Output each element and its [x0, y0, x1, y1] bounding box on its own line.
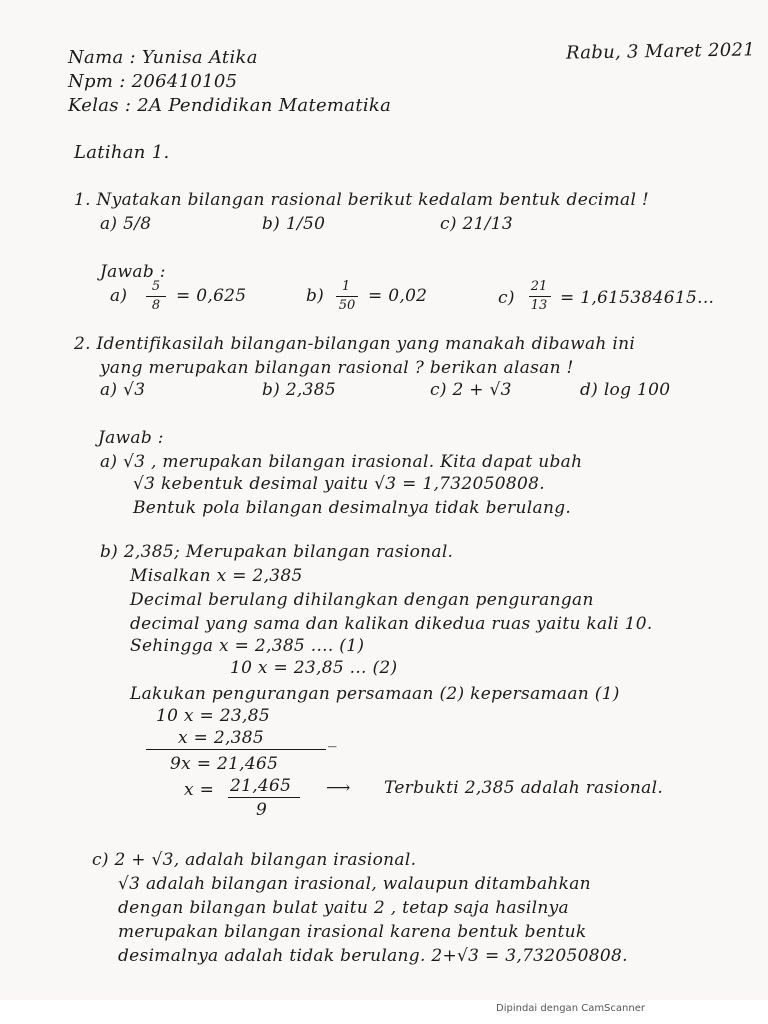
q1-answer-a-denominator: 8 — [151, 298, 161, 313]
q1-answer-heading: Jawab : — [100, 262, 166, 282]
q2-answer-b-line: Sehingga x = 2,385 .... (1) — [130, 636, 365, 656]
q1-answer-a-numerator: 5 — [151, 279, 161, 294]
q1-answer-b-label: b) — [306, 286, 325, 306]
q2-answer-b-line: Decimal berulang dihilangkan dengan pengurangan — [130, 590, 594, 610]
q2-answer-c-line: merupakan bilangan irasional karena bentuk bentuk — [118, 922, 587, 942]
q1-option-a: a) 5/8 — [100, 214, 152, 234]
q1-option-b: b) 1/50 — [262, 214, 326, 234]
q1-answer-c-label: c) — [498, 288, 515, 308]
q2-text-line1: 2. Identifikasilah bilangan-bilangan yang manakah dibawah ini — [74, 334, 636, 354]
q1-answer-b-numerator: 1 — [341, 279, 351, 294]
calc-row-3: 9x = 21,465 — [170, 754, 279, 774]
arrow-icon: ⟶ — [326, 778, 351, 798]
q2-answer-b-line: 10 x = 23,85 ... (2) — [230, 658, 398, 678]
q2-text-line2: yang merupakan bilangan rasional ? berikan alasan ! — [100, 358, 574, 378]
q1-answer-a-value: = 0,625 — [176, 286, 247, 306]
calc-row-2: x = 2,385 — [178, 728, 265, 748]
q1-answer-b-denominator: 50 — [338, 298, 356, 313]
fraction-bar — [228, 797, 300, 798]
q2-option-a: a) √3 — [100, 380, 146, 400]
q2-answer-a-line: √3 kebentuk desimal yaitu √3 = 1,732050808. — [133, 474, 545, 494]
q2-answer-b-line: b) 2,385; Merupakan bilangan rasional. — [100, 542, 454, 562]
q1-answer-c-value: = 1,615384615... — [560, 288, 715, 308]
q2-answer-heading: Jawab : — [98, 428, 164, 448]
scanner-watermark: Dipindai dengan CamScanner — [496, 1003, 645, 1014]
q2-answer-c-line: √3 adalah bilangan irasional, walaupun ditambahkan — [118, 874, 591, 894]
calc-row-4-left: x = — [184, 780, 215, 800]
scanner-footer — [0, 1000, 768, 1024]
q1-answer-c-numerator: 21 — [530, 279, 548, 294]
q2-option-d: d) log 100 — [580, 380, 671, 400]
calc-row-1: 10 x = 23,85 — [156, 706, 270, 726]
q2-answer-a-line: Bentuk pola bilangan desimalnya tidak berulang. — [133, 498, 572, 518]
subtraction-line — [146, 749, 326, 750]
q2-answer-a-line: a) √3 , merupakan bilangan irasional. Kita dapat ubah — [100, 452, 583, 472]
date: Rabu, 3 Maret 2021 — [565, 39, 756, 64]
q1-answer-b-value: = 0,02 — [368, 286, 428, 306]
q1-answer-a-label: a) — [110, 286, 128, 306]
calc-row-4-denominator: 9 — [256, 800, 268, 820]
q1-answer-c-denominator: 13 — [530, 298, 548, 313]
q1-text: 1. Nyatakan bilangan rasional berikut kedalam bentuk decimal ! — [74, 190, 650, 210]
student-npm: Npm : 206410105 — [68, 71, 238, 92]
q2-answer-c-line: desimalnya adalah tidak berulang. 2+√3 = 3,732050808. — [118, 946, 628, 966]
q2-answer-b-line: decimal yang sama dan kalikan dikedua ruas yaitu kali 10. — [130, 614, 653, 634]
q2-option-b: b) 2,385 — [262, 380, 336, 400]
student-class: Kelas : 2A Pendidikan Matematika — [68, 95, 392, 116]
q2-answer-b-line: Lakukan pengurangan persamaan (2) kepersamaan (1) — [130, 684, 620, 704]
minus-sign: _ — [328, 728, 337, 748]
q2-answer-b-line: Misalkan x = 2,385 — [130, 566, 303, 586]
calc-row-4-numerator: 21,465 — [230, 776, 292, 796]
calc-conclusion: Terbukti 2,385 adalah rasional. — [384, 778, 664, 798]
q2-answer-c-line: dengan bilangan bulat yaitu 2 , tetap saja hasilnya — [118, 898, 569, 918]
q1-option-c: c) 21/13 — [440, 214, 513, 234]
student-name: Nama : Yunisa Atika — [68, 47, 258, 68]
q2-answer-c-line: c) 2 + √3, adalah bilangan irasional. — [92, 850, 417, 870]
exercise-title: Latihan 1. — [74, 142, 170, 163]
q2-option-c: c) 2 + √3 — [430, 380, 512, 400]
